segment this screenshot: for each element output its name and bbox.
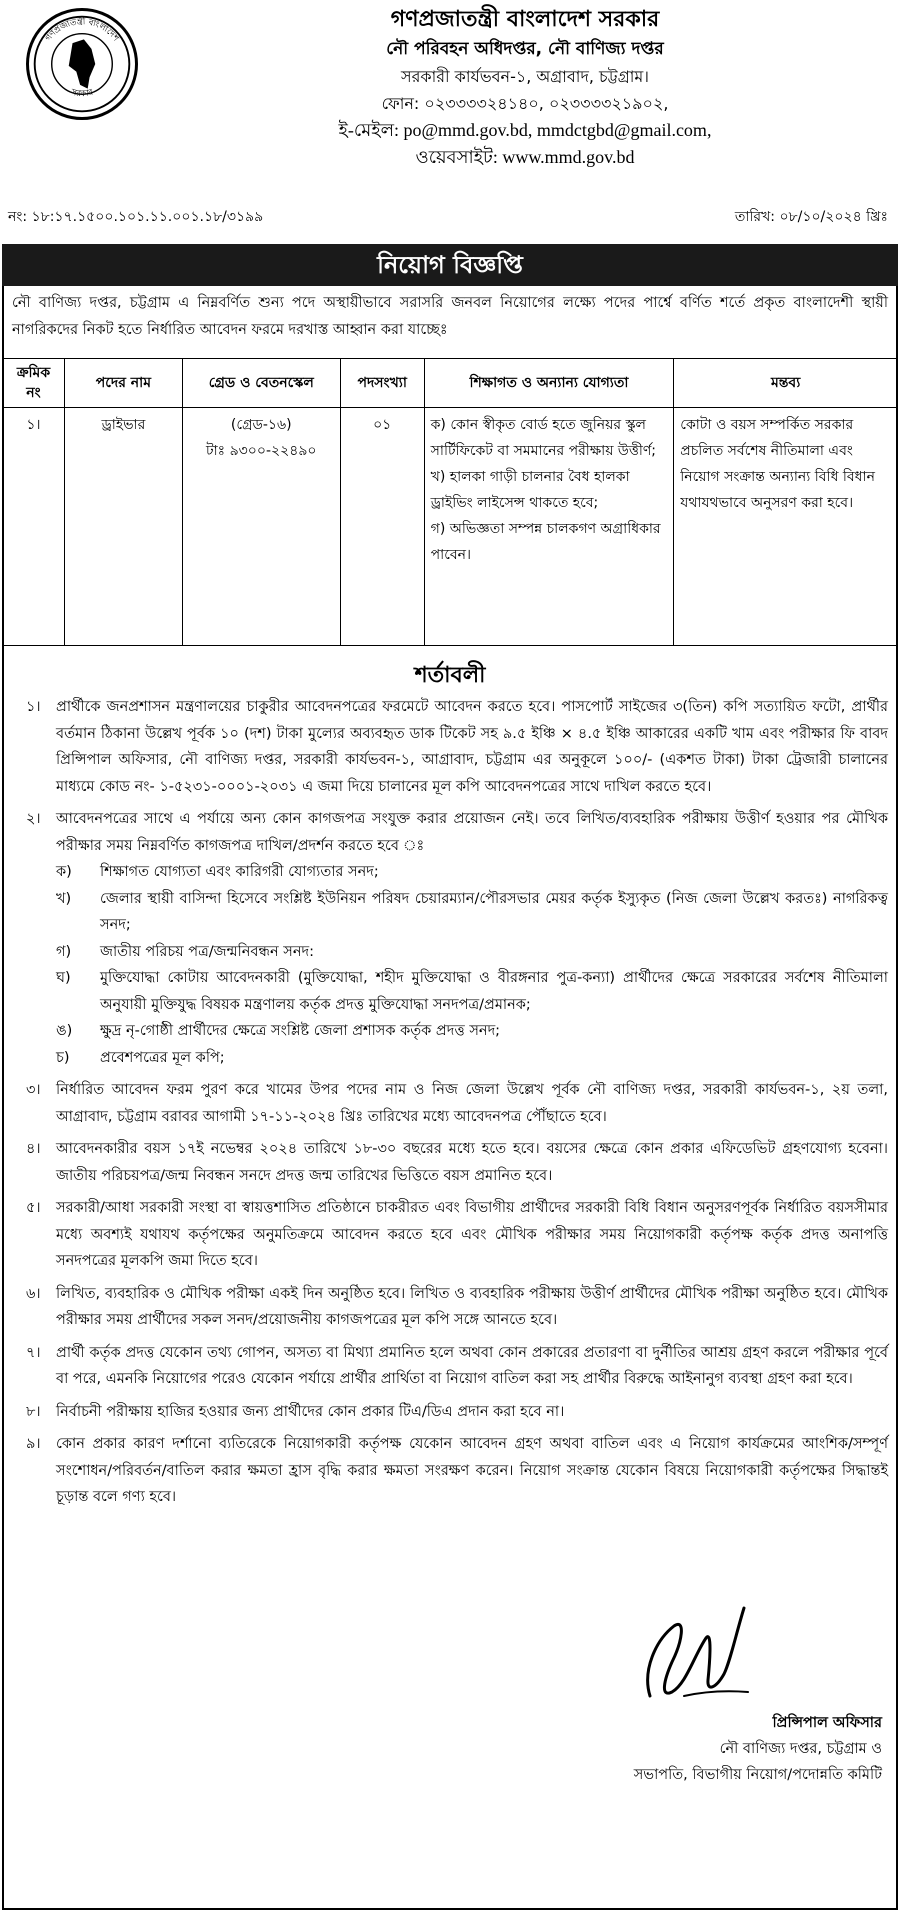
qualification-item: ক) কোন স্বীকৃত বোর্ড হতে জুনিয়র স্কুল সার্টিফিকেট বা সমমানের পরীক্ষায় উত্তীর্ণ; <box>430 417 657 459</box>
signatory-title: প্রিন্সিপাল অফিসার <box>772 1715 882 1731</box>
header-post-name: পদের নাম <box>64 359 182 408</box>
seal-emblem-icon <box>29 11 135 117</box>
header-post-count: পদসংখ্যা <box>340 359 424 408</box>
document-item <box>56 939 888 966</box>
term-item <box>12 1136 888 1189</box>
header-grade-scale: গ্রেড ও বেতনস্কেল <box>182 359 340 408</box>
term-text: সরকারী/আধা সরকারী সংস্থা বা স্বায়ত্তশাসিত প্রতিষ্ঠানে চাকরীরত এবং বিভাগীয় প্রার্থীদের সরকারী বিধি বিধান অনুসরণপূর্বক নির্ধারিত বয়সসীমার মধ্যে অবশ্যই যথাযথ কর্তৃপক্ষের অনুমতিক্রমে আবেদন করতে হবে এবং মৌখিক পরীক্ষার সময় নিয়োগকারী কর্তৃপক্ষ কর্তৃক প্রদত্ত অনাপত্তি সনদপত্রের মূলকপি জমা দিতে হবে। <box>56 1200 888 1269</box>
recruitment-notice <box>2 0 898 1910</box>
header-serial: ক্রমিক নং <box>3 359 65 408</box>
term-item <box>12 1399 888 1426</box>
document-item <box>56 859 888 886</box>
phone-numbers: ফোন: ০২৩৩৩৩২৪১৪০, ০২৩৩৩৩২১৯০২, <box>381 94 669 113</box>
document-label: চ) <box>56 1049 70 1066</box>
qualification-item: খ) হালকা গাড়ী চালনার বৈধ হালকা ড্রাইভিং লাইসেন্স থাকতে হবে; <box>430 469 630 511</box>
term-text: আবেদনপত্রের সাথে এ পর্যায়ে অন্য কোন কাগজপত্র সংযুক্ত করার প্রয়োজন নেই। তবে লিখিত/ব্যবহারিক পরীক্ষায় উত্তীর্ণ হওয়ার পর মৌখিক পরীক্ষার সময় নিম্নবর্ণিত কাগজপত্র দাখিল/প্রদর্শন করতে হবে ঃ <box>56 811 888 854</box>
signatory-office: নৌ বাণিজ্য দপ্তর, চট্টগ্রাম ও <box>719 1741 882 1757</box>
document-item <box>56 965 888 1018</box>
term-item <box>12 1340 888 1393</box>
document-text: জেলার স্থায়ী বাসিন্দা হিসেবে সংশ্লিষ্ট ইউনিয়ন পরিষদ চেয়ারম্যান/পৌরসভার মেয়র কর্তৃক ইস্যুকৃত (নিজ জেলা উল্লেখ করতঃ) নাগরিকত্ব সনদ; <box>100 890 888 933</box>
seal-text-bottom: সরকার <box>69 87 95 100</box>
cell-post-count: ০১ <box>340 408 424 646</box>
term-text: প্রার্থী কর্তৃক প্রদত্ত যেকোন তথ্য গোপন, অসত্য বা মিথ্যা প্রমানিত হলে অথবা কোন প্রকারের প্রতারণা বা দুর্নীতির আশ্রয় গ্রহণ করলে পরীক্ষার পূর্বে বা পরে, এমনকি নিয়োগের পরেও যেকোন পর্যায়ে প্রার্থীর প্রার্থিতা বা নিয়োগ বাতিল করা সহ প্রার্থীর বিরুদ্ধে আইনানুগ ব্যবস্থা গ্রহণ করা হবে। <box>56 1344 888 1387</box>
term-number: ৮। <box>26 1403 41 1420</box>
term-number: ৪। <box>26 1141 41 1157</box>
term-item <box>12 806 888 1071</box>
table-row <box>3 408 898 646</box>
cell-serial: ১। <box>3 408 65 646</box>
document-label: ক) <box>56 864 72 880</box>
document-text: শিক্ষাগত যোগ্যতা এবং কারিগরী যোগ্যতার সনদ; <box>100 864 379 880</box>
term-item <box>12 1077 888 1130</box>
document-item <box>56 1018 888 1045</box>
government-title: গণপ্রজাতন্ত্রী বাংলাদেশ সরকার <box>390 7 660 32</box>
notice-banner: নিয়োগ বিজ্ঞপ্তি <box>2 244 898 286</box>
term-number: ৬। <box>26 1285 41 1302</box>
grade-text: (গ্রেড-১৬) <box>230 417 292 433</box>
term-number: ৯। <box>26 1436 41 1452</box>
header-remarks: মন্তব্য <box>674 359 898 408</box>
term-text: প্রার্থীকে জনপ্রশাসন মন্ত্রণালয়ের চাকুরীর আবেদনপত্রের ফরমেটে আবেদন করতে হবে। পাসপোর্ট সাইজের ৩(তিন) কপি সত্যায়িত ফটো, প্রার্থীর বর্তমান ঠিকানা উল্লেখ পূর্বক ১০ (দশ) টাকা মুল্যের অব্যবহৃত ডাক টিকেট সহ ৯.৫ ইঞ্চি × ৪.৫ ইঞ্চি আকারের একটি খাম এবং পরীক্ষার ফি বাবদ প্রিন্সিপাল অফিসার, নৌ বাণিজ্য দপ্তর, সরকারী কার্যভবন-১, আগ্রাবাদ, চট্টগ্রাম এর অনুকূলে ১০০/- (একশত টাকা) টাকা ট্রেজারী চালানের মাধ্যমে কোড নং- ১-৫২৩১-০০০১-২০৩১ এ জমা দিয়ে চালানের মূল কপি আবেদনপত্রের সাথে দাখিল করতে হবে। <box>56 699 888 795</box>
document-label: খ) <box>56 890 72 907</box>
term-number: ৩। <box>26 1082 41 1098</box>
term-number: ৫। <box>26 1200 41 1216</box>
term-item <box>12 1431 888 1511</box>
signatory-committee: সভাপতি, বিভাগীয় নিয়োগ/পদোন্নতি কমিটি <box>633 1767 882 1783</box>
term-number: ১। <box>26 699 41 715</box>
signature-block <box>572 1600 882 1788</box>
document-text: মুক্তিযোদ্ধা কোটায় আবেদনকারী (মুক্তিযোদ্ধা, শহীদ মুক্তিযোদ্ধা ও বীরঙ্গনার পুত্র-কন্যা) প্রার্থীদের ক্ষেত্রে সরকারের সর্বশেষ নীতিমালা অনুযায়ী মুক্তিযুদ্ধ বিষয়ক মন্ত্রণালয় কর্তৃক প্রদত্ত মুক্তিযোদ্ধা সনদপত্র/প্রমানক; <box>100 970 888 1013</box>
term-text: আবেদনকারীর বয়স ১৭ই নভেম্বর ২০২৪ তারিখে ১৮-৩০ বছরের মধ্যে হতে হবে। বয়সের ক্ষেত্রে কোন প্রকার এফিডেভিট গ্রহণযোগ্য হবেনা। জাতীয় পরিচয়পত্র/জন্ম নিবন্ধন সনদে প্রদত্ত জন্ম তারিখের ভিত্তিতে বয়স প্রমানিত হবে। <box>56 1141 888 1184</box>
term-text: নির্বাচনী পরীক্ষায় হাজির হওয়ার জন্য প্রার্থীদের কোন প্রকার টিএ/ডিএ প্রদান করা হবে না। <box>56 1403 565 1420</box>
office-address: সরকারী কার্যভবন-১, অগ্রাবাদ, চট্টগ্রাম। <box>401 67 649 86</box>
pay-scale-text: টাঃ ৯৩০০-২২৪৯০ <box>205 443 317 459</box>
notice-date: তারিখ: ০৮/১০/২০২৪ খ্রিঃ <box>734 209 888 225</box>
notice-body <box>2 286 898 1910</box>
header-qualifications: শিক্ষাগত ও অন্যান্য যোগ্যতা <box>424 359 674 408</box>
svg-text:সরকার <box>69 87 96 99</box>
document-text: ক্ষুদ্র নৃ-গোষ্ঠী প্রার্থীদের ক্ষেত্রে সংশ্লিষ্ট জেলা প্রশাসক কর্তৃক প্রদত্ত সনদ; <box>100 1023 501 1039</box>
cell-remarks: কোটা ও বয়স সম্পর্কিত সরকার প্রচলিত সর্বশেষ নীতিমালা এবং নিয়োগ সংক্রান্ত অন্যান্য বিধি বিধান যথাযথভাবে অনুসরণ করা হবে। <box>674 408 898 646</box>
svg-text:গণপ্রজাতন্ত্রী বাংলাদেশ <box>44 15 121 44</box>
cell-post-name: ড্রাইভার <box>64 408 182 646</box>
seal-text-top: গণপ্রজাতন্ত্রী বাংলাদেশ <box>43 17 121 44</box>
memo-number: নং: ১৮:১৭.১৫০০.১০১.১১.০০১.১৮/৩১৯৯ <box>8 209 264 225</box>
term-item <box>12 1281 888 1334</box>
terms-heading: শর্তাবলী <box>414 663 486 688</box>
term-text: নির্ধারিত আবেদন ফরম পুরণ করে খামের উপর পদের নাম ও নিজ জেলা উল্লেখ পূর্বক নৌ বাণিজ্য দপ্তর, সরকারী কার্যভবন-১, ২য় তলা, আগ্রাবাদ, চট্টগ্রাম বরাবর আগামী ১৭-১১-২০২৪ খ্রিঃ তারিখের মধ্যে আবেদনপত্র পৌঁছাতে হবে। <box>56 1082 888 1125</box>
department-name: নৌ পরিবহন অধিদপ্তর, নৌ বাণিজ্য দপ্তর <box>386 39 664 59</box>
document-label: ঙ) <box>56 1023 73 1039</box>
term-number: ২। <box>26 811 41 827</box>
term-text: কোন প্রকার কারণ দর্শানো ব্যতিরেকে নিয়োগকারী কর্তৃপক্ষ যেকোন আবেদন গ্রহণ অথবা বাতিল এবং এ নিয়োগ কার্যক্রমের আংশিক/সম্পূর্ণ সংশোধন/পরিবর্তন/বাতিল করার ক্ষমতা হ্রাস বৃদ্ধি করার ক্ষমতা সংরক্ষণ করেন। নিয়োগ সংক্রান্ত যেকোন বিষয়ে নিয়োগকারী কর্তৃপক্ষের সিদ্ধান্তই চূড়ান্ত বলে গণ্য হবে। <box>56 1436 888 1505</box>
document-item <box>56 1045 888 1072</box>
cell-grade-scale <box>182 408 340 646</box>
intro-paragraph: নৌ বাণিজ্য দপ্তর, চট্টগ্রাম এ নিম্নবর্ণিত শুন্য পদে অস্থায়ীভাবে সরাসরি জনবল নিয়োগের লক্ষ্যে পদের পার্শ্বে বর্ণিত শর্তে প্রকৃত বাংলাদেশী স্থায়ী নাগরিকদের নিকট হতে নির্ধারিত আবেদন ফরমে দরখাস্ত আহ্বান করা যাচ্ছেঃ <box>12 295 888 338</box>
letterhead-text <box>152 4 898 171</box>
table-header-row <box>3 359 898 408</box>
term-item <box>12 1195 888 1275</box>
cell-qualifications <box>424 408 674 646</box>
term-number: ৭। <box>26 1344 41 1361</box>
document-text: জাতীয় পরিচয় পত্র/জন্মনিবন্ধন সনদ: <box>100 943 314 960</box>
handwritten-signature <box>612 1600 762 1710</box>
document-label: গ) <box>56 943 72 960</box>
term-text: লিখিত, ব্যবহারিক ও মৌখিক পরীক্ষা একই দিন অনুষ্ঠিত হবে। লিখিত ও ব্যবহারিক পরীক্ষায় উত্তীর্ণ প্রার্থীদের মৌখিক পরীক্ষা অনুষ্ঠিত হবে। মৌখিক পরীক্ষার সময় প্রার্থীদের সকল সনদ/প্রয়োজনীয় কাগজপত্রের মূল কপি সঙ্গে আনতে হবে। <box>56 1285 888 1328</box>
document-label: ঘ) <box>56 970 71 986</box>
government-seal <box>26 8 138 120</box>
term-item <box>12 694 888 800</box>
qualification-item: গ) অভিজ্ঞতা সম্পন্ন চালকগণ অগ্রাধিকার পাবেন। <box>430 521 661 563</box>
website: ওয়েবসাইট: www.mmd.gov.bd <box>415 147 635 167</box>
terms-list <box>12 694 888 1517</box>
reference-line <box>8 205 888 229</box>
document-item <box>56 886 888 939</box>
email-addresses: ই-মেইল: po@mmd.gov.bd, mmdctgbd@gmail.com, <box>338 120 712 140</box>
vacancy-table <box>2 358 898 646</box>
letterhead <box>2 0 898 178</box>
document-text: প্রবেশপত্রের মূল কপি; <box>100 1049 225 1066</box>
